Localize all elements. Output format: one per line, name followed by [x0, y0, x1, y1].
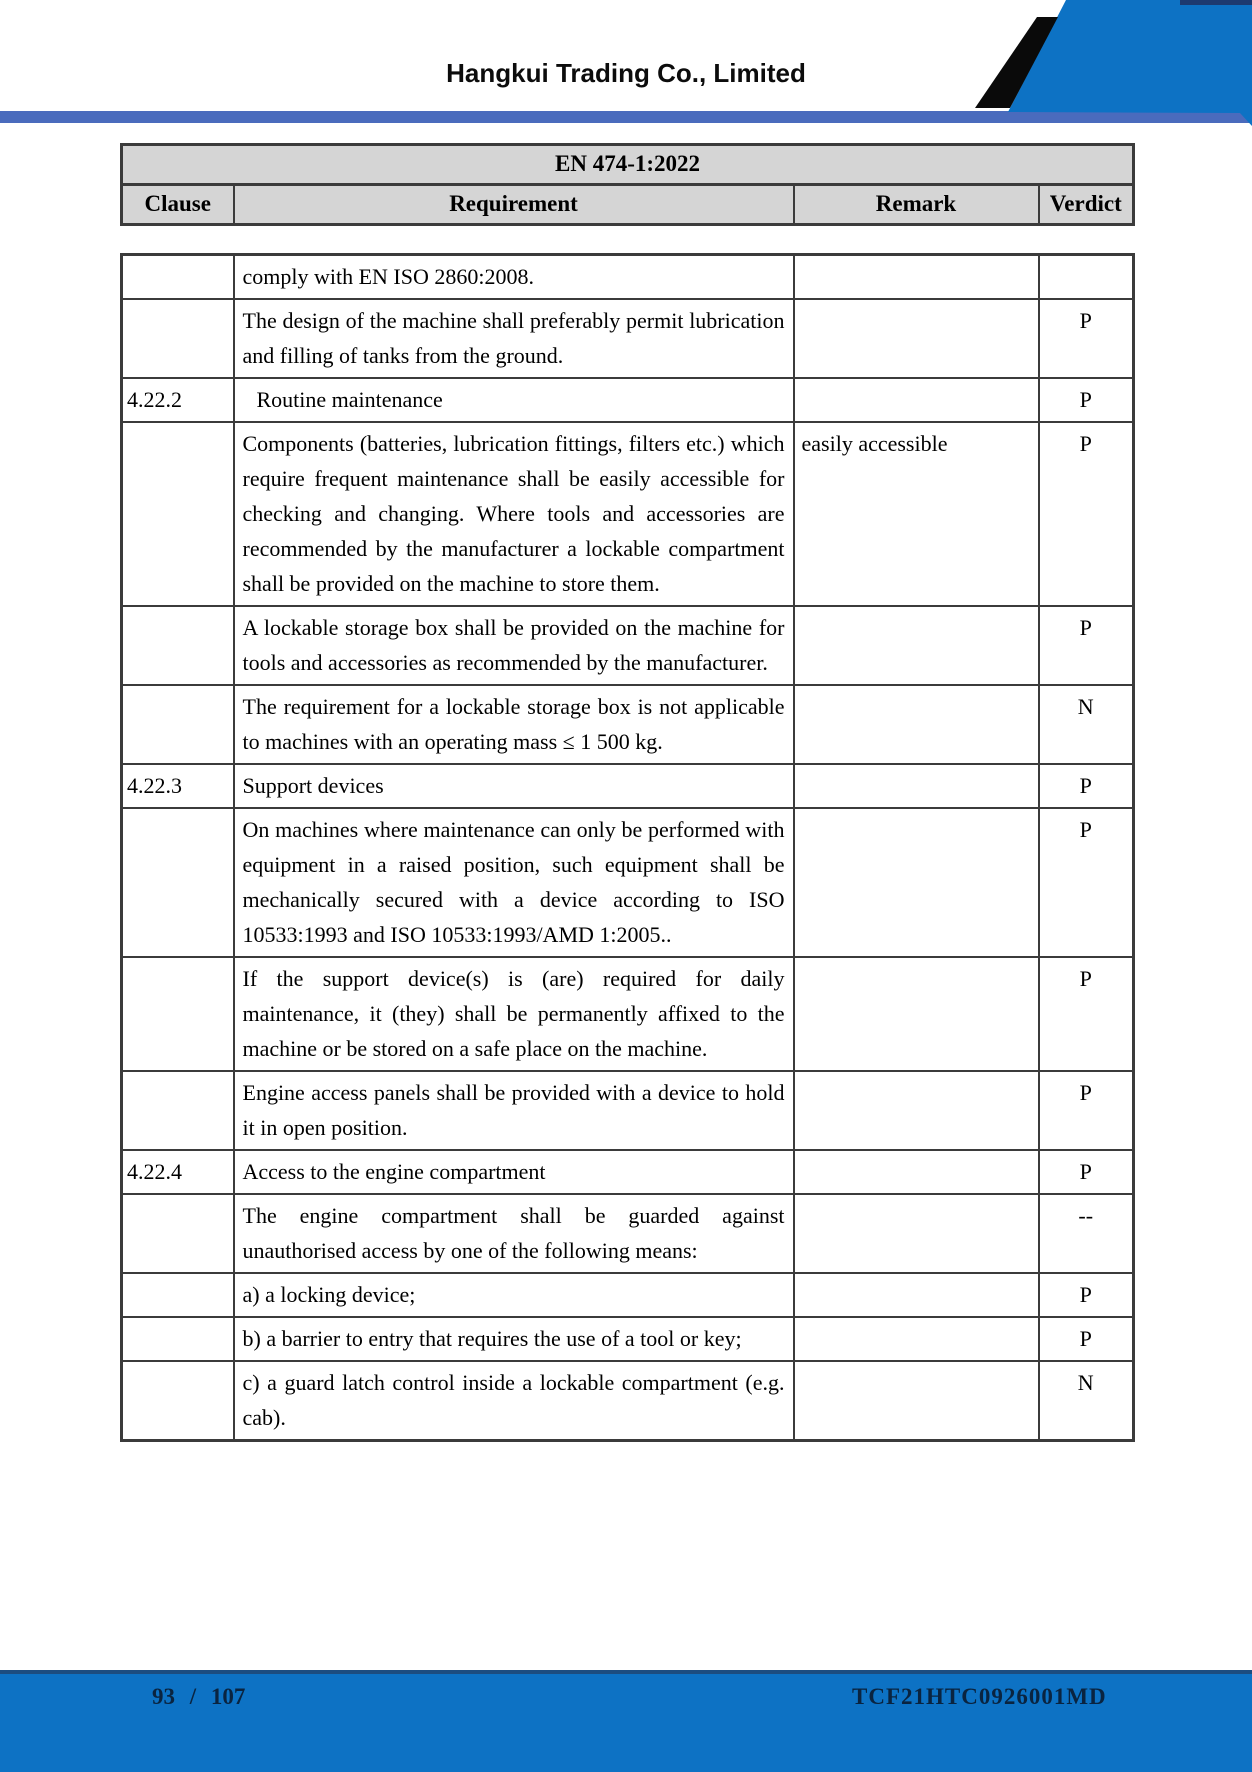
clause-cell — [122, 957, 234, 1071]
requirement-cell: Components (batteries, lubrication fittings, filters etc.) which require frequent maintenance shall be easily accessible for checking and changing. Where tools and accessories are recommended by the manufacturer a lockable compartment shall be provided on the machine to store them. — [234, 422, 794, 606]
verdict-cell: P — [1039, 606, 1134, 685]
remark-cell — [794, 957, 1039, 1071]
table-row — [122, 1071, 1134, 1150]
table-row — [122, 1361, 1134, 1441]
standard-title-row — [122, 145, 1134, 185]
clause-cell: 4.22.2 — [122, 378, 234, 422]
requirement-cell: Access to the engine compartment — [234, 1150, 794, 1194]
requirement-cell: On machines where maintenance can only be performed with equipment in a raised position, such equipment shall be mechanically secured with a device according to ISO 10533:1993 and ISO 10533:1993/AMD 1:2005.. — [234, 808, 794, 957]
requirement-cell: b) a barrier to entry that requires the use of a tool or key; — [234, 1317, 794, 1361]
clause-cell — [122, 1317, 234, 1361]
verdict-cell: P — [1039, 422, 1134, 606]
clause-cell — [122, 1071, 234, 1150]
remark-cell — [794, 1273, 1039, 1317]
remark-cell — [794, 764, 1039, 808]
remark-cell — [794, 1361, 1039, 1441]
verdict-cell: N — [1039, 1361, 1134, 1441]
clause-cell — [122, 422, 234, 606]
clause-cell — [122, 1361, 234, 1441]
remark-cell — [794, 1071, 1039, 1150]
clause-cell — [122, 299, 234, 378]
table-row — [122, 1150, 1134, 1194]
requirement-cell: The design of the machine shall preferably permit lubrication and filling of tanks from the ground. — [234, 299, 794, 378]
requirement-cell: c) a guard latch control inside a lockable compartment (e.g. cab). — [234, 1361, 794, 1441]
remark-cell — [794, 1150, 1039, 1194]
table-row — [122, 606, 1134, 685]
remark-cell — [794, 378, 1039, 422]
clause-cell: 4.22.4 — [122, 1150, 234, 1194]
verdict-cell: P — [1039, 957, 1134, 1071]
table-row — [122, 378, 1134, 422]
verdict-cell: P — [1039, 1150, 1134, 1194]
verdict-cell: P — [1039, 378, 1134, 422]
standard-title: EN 474-1:2022 — [122, 145, 1134, 185]
verdict-cell: P — [1039, 299, 1134, 378]
requirement-cell: Support devices — [234, 764, 794, 808]
clause-cell — [122, 606, 234, 685]
table-row — [122, 299, 1134, 378]
remark-cell — [794, 1317, 1039, 1361]
verdict-cell: N — [1039, 685, 1134, 764]
body-rows — [122, 255, 1134, 1441]
remark-cell — [794, 808, 1039, 957]
clause-cell — [122, 685, 234, 764]
remark-cell — [794, 255, 1039, 300]
remark-cell — [794, 1194, 1039, 1273]
column-header-verdict: Verdict — [1039, 185, 1134, 225]
column-header-row — [122, 185, 1134, 225]
requirements-table — [120, 253, 1135, 1442]
clause-cell — [122, 1273, 234, 1317]
page-number: 93 / 107 — [152, 1684, 246, 1709]
brand-logo — [960, 0, 1252, 128]
table-row — [122, 422, 1134, 606]
column-header-requirement: Requirement — [234, 185, 794, 225]
table-row — [122, 957, 1134, 1071]
requirement-cell: Routine maintenance — [234, 378, 794, 422]
verdict-cell: P — [1039, 1317, 1134, 1361]
table-row — [122, 808, 1134, 957]
table-row — [122, 255, 1134, 300]
verdict-cell — [1039, 255, 1134, 300]
table-row — [122, 1317, 1134, 1361]
verdict-cell: P — [1039, 764, 1134, 808]
clause-cell — [122, 808, 234, 957]
logo-top-strip — [1180, 0, 1252, 5]
table-row — [122, 764, 1134, 808]
remark-cell: easily accessible — [794, 422, 1039, 606]
column-header-remark: Remark — [794, 185, 1039, 225]
requirement-cell: Engine access panels shall be provided with a device to hold it in open position. — [234, 1071, 794, 1150]
remark-cell — [794, 299, 1039, 378]
remark-cell — [794, 606, 1039, 685]
column-header-clause: Clause — [122, 185, 234, 225]
requirement-cell: a) a locking device; — [234, 1273, 794, 1317]
table-row — [122, 685, 1134, 764]
clause-cell — [122, 255, 234, 300]
verdict-cell: P — [1039, 1273, 1134, 1317]
verdict-cell: P — [1039, 808, 1134, 957]
verdict-cell: -- — [1039, 1194, 1134, 1273]
remark-cell — [794, 685, 1039, 764]
verdict-cell: P — [1039, 1071, 1134, 1150]
requirement-cell: The engine compartment shall be guarded against unauthorised access by one of the following means: — [234, 1194, 794, 1273]
table-row — [122, 1194, 1134, 1273]
document-number: TCF21HTC0926001MD — [852, 1684, 1107, 1709]
requirement-cell: A lockable storage box shall be provided on the machine for tools and accessories as recommended by the manufacturer. — [234, 606, 794, 685]
table-row — [122, 1273, 1134, 1317]
company-name: Hangkui Trading Co., Limited — [446, 58, 806, 88]
page-footer — [0, 1670, 1252, 1772]
requirement-cell: The requirement for a lockable storage box is not applicable to machines with an operating mass ≤ 1 500 kg. — [234, 685, 794, 764]
requirement-cell: comply with EN ISO 2860:2008. — [234, 255, 794, 300]
requirement-cell: If the support device(s) is (are) required for daily maintenance, it (they) shall be permanently affixed to the machine or be stored on a safe place on the machine. — [234, 957, 794, 1071]
clause-cell: 4.22.3 — [122, 764, 234, 808]
standard-header-table — [120, 143, 1135, 226]
clause-cell — [122, 1194, 234, 1273]
